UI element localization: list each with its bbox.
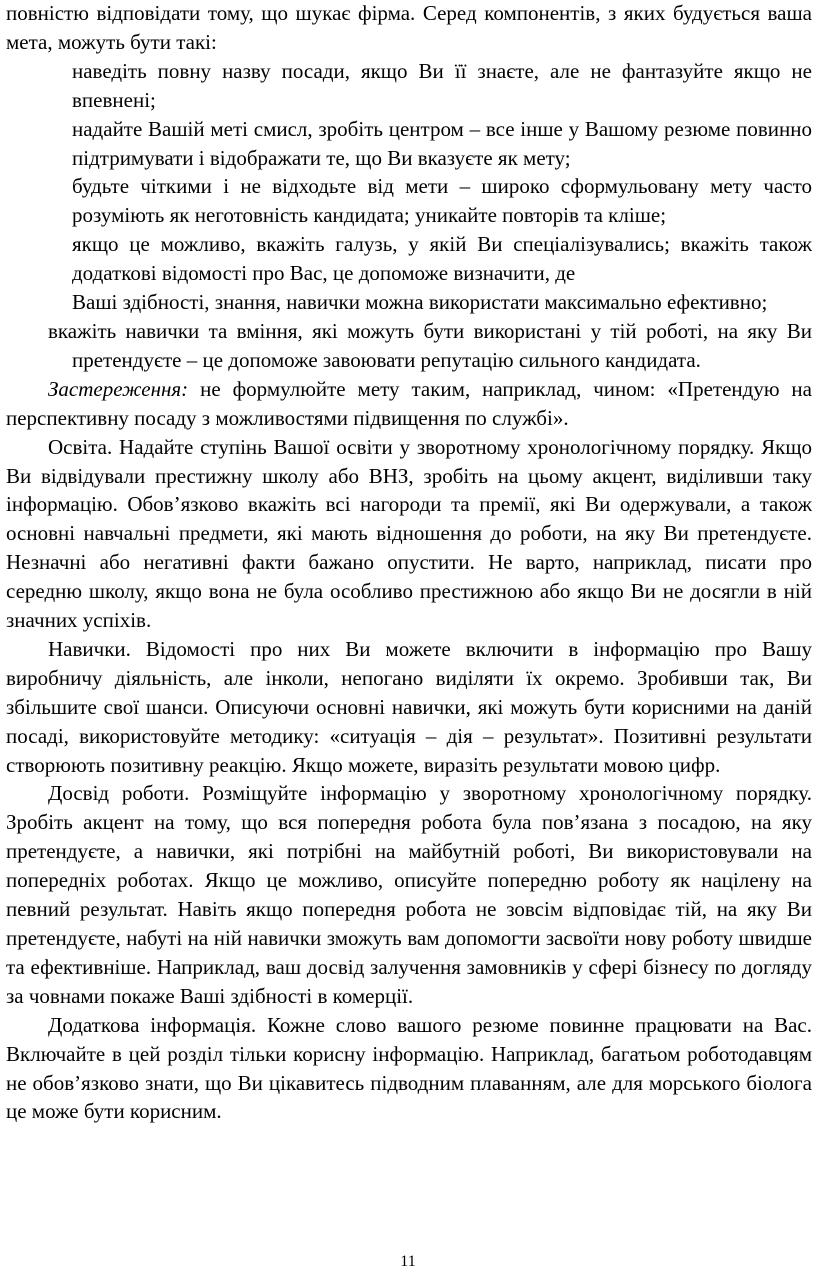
list-item: надайте Вашій меті смисл, зробіть центром – все інше у Вашому резюме повинно підтримувати і відображати те, що Ви вказуєте як мету;	[72, 116, 812, 170]
list-item: вкажіть навички та вміння, які можуть бути використані у тій роботі, на яку Ви претендуєте – це допоможе завоювати репутацію сильного кандидата.	[48, 318, 812, 372]
page-number: 11	[400, 1253, 416, 1270]
warning-text: не формулюйте мету таким, наприклад, чином: «Претендую на перспективну посаду з можливостями підвищення по службі».	[6, 376, 812, 430]
list-item: якщо це можливо, вкажіть галузь, у якій Ви спеціалізувались; вкажіть також додаткові відомості про Вас, це допоможе визначити, де	[72, 232, 812, 286]
list-item: наведіть повну назву посади, якщо Ви її знаєте, але не фантазуйте якщо не впевнені;	[72, 58, 812, 112]
education-paragraph: Освіта. Надайте ступінь Вашої освіти у зворотному хронологічному порядку. Якщо Ви відвідували престижну школу або ВНЗ, зробіть на цьому акцент, виділивши таку інформацію. Обов’язково вкажіть всі нагороди та премії, які Ви одержували, а також основні навчальні предмети, які мають відношення до роботи, на яку Ви претендуєте. Незначні або негативні факти бажано опустити. Не варто, наприклад, писати про середню школу, якщо вона не була особливо престижною або якщо Ви не досягли в ній значних успіхів.	[6, 434, 812, 633]
list-item: Ваші здібності, знання, навички можна використати максимально ефективно;	[72, 290, 768, 315]
skills-paragraph: Навички. Відомості про них Ви можете включити в інформацію про Вашу виробничу діяльність, але інколи, непогано виділяти їх окремо. Зробивши так, Ви збільшите свої шанси. Описуючи основні навички, які можуть бути корисними на даній посаді, використовуйте методику: «ситуація – дія – результат». Позитивні результати створюють позитивну реакцію. Якщо можете, виразіть результати мовою цифр.	[6, 636, 812, 777]
list-item: будьте чіткими і не відходьте від мети – широко сформульовану мету часто розуміють як неготовність кандидата; уникайте повторів та кліше;	[72, 174, 812, 228]
experience-paragraph: Досвід роботи. Розміщуйте інформацію у зворотному хронологічному порядку. Зробіть акцент на тому, що вся попередня робота була пов’язана з посадою, на яку претендуєте, а навички, які потрібні на майбутній роботі, Ви використовували на попередніх роботах. Якщо це можливо, описуйте попередню роботу як націлену на певний результат. Навіть якщо попередня робота не зовсім відповідає тій, на яку Ви претендуєте, набуті на ній навички зможуть вам допомогти засвоїти нову роботу швидше та ефективніше. Наприклад, ваш досвід залучення замовників у сфері бізнесу по догляду за човнами покаже Ваші здібності в комерції.	[6, 781, 812, 1008]
additional-info-paragraph: Додаткова інформація. Кожне слово вашого резюме повинне працювати на Вас. Включайте в цей розділ тільки корисну інформацію. Наприклад, багатьом роботодавцям не обов’язково знати, що Ви цікавитесь підводним плаванням, але для морського біолога це може бути корисним.	[6, 1012, 812, 1124]
warning-paragraph	[6, 375, 812, 433]
body-text	[6, 0, 812, 1126]
warning-label: Застереження:	[48, 376, 189, 401]
intro-paragraph: повністю відповідати тому, що шукає фірма. Серед компонентів, з яких будується ваша мета, можуть бути такі:	[6, 1, 812, 54]
